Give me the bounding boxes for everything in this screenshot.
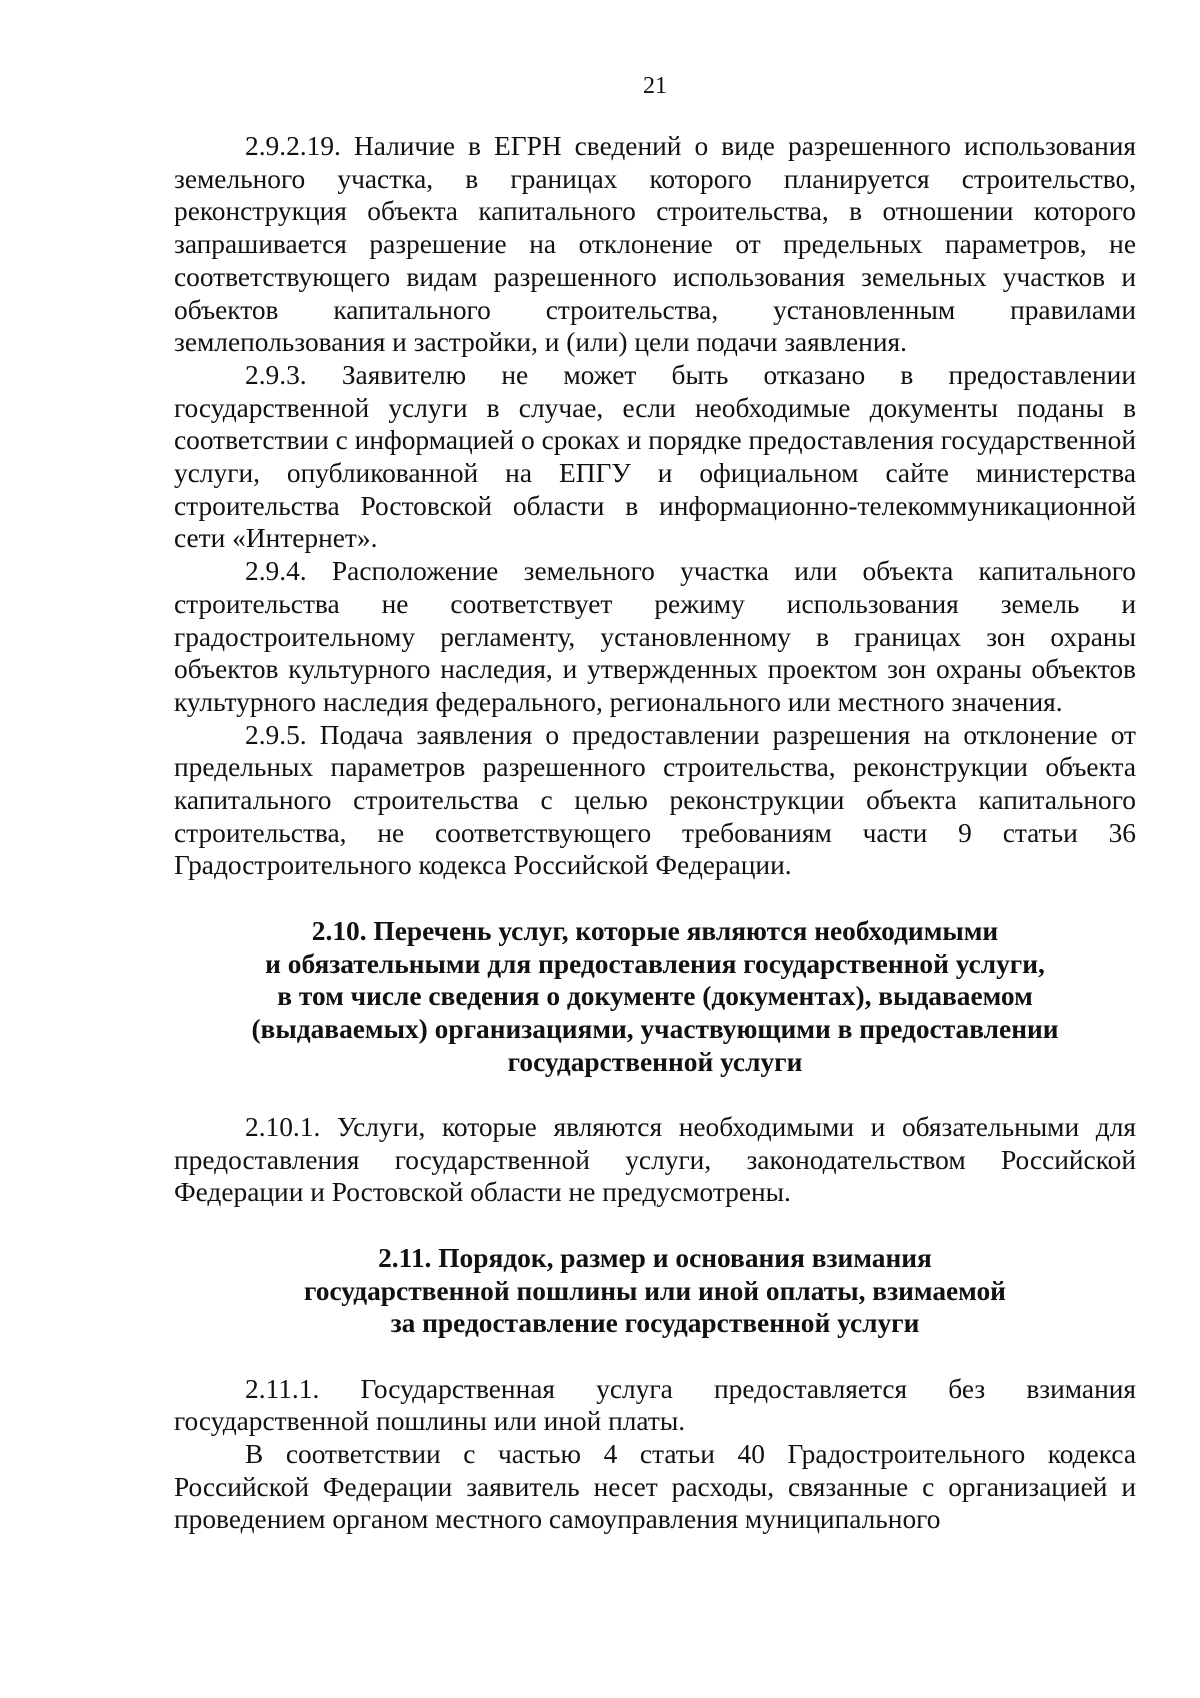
paragraph-2-9-4: 2.9.4. Расположение земельного участка или объекта капитального строительства не соответствует режиму использования земель и градостроительному регламенту, установленному в границах зон охраны объектов культурного наследия, и утвержденных проектом зон охраны объектов культурного наследия федерального, регионального или местного значения. — [174, 556, 1136, 717]
heading-line: государственной пошлины или иной оплаты, взимаемой — [304, 1275, 1006, 1306]
paragraph-2-10-1: 2.10.1. Услуги, которые являются необходимыми и обязательными для предоставления государственной услуги, законодательством Российской Федерации и Ростовской области не предусмотрены. — [174, 1112, 1136, 1208]
spacer — [174, 1340, 1136, 1373]
heading-line: и обязательными для предоставления государственной услуги, — [265, 948, 1045, 979]
paragraph-2-11-1: 2.11.1. Государственная услуга предоставляется без взимания государственной пошлины или иной платы. — [174, 1373, 1136, 1437]
section-heading-2-10 — [174, 915, 1136, 1079]
heading-line: в том числе сведения о документе (документах), выдаваемом — [277, 981, 1033, 1012]
heading-line: 2.11. Порядок, размер и основания взимания — [378, 1242, 932, 1273]
section-heading-2-11 — [174, 1242, 1136, 1340]
paragraph-2-9-2-19: 2.9.2.19. Наличие в ЕГРН сведений о виде разрешенного использования земельного участка, в границах которого планируется строительство, реконструкция объекта капитального строительства, в отношении которого запрашивается разрешение на отклонение от предельных параметров, не соответствующего видам разрешенного использования земельных участков и объектов капитального строительства, установленным правилами землепользования и застройки, и (или) цели подачи заявления. — [174, 131, 1136, 358]
heading-line: (выдаваемых) организациями, участвующими в предоставлении — [251, 1013, 1059, 1044]
heading-line: за предоставление государственной услуги — [390, 1308, 920, 1339]
spacer — [174, 1209, 1136, 1242]
spacer — [174, 1078, 1136, 1111]
heading-line: государственной услуги — [507, 1046, 803, 1077]
page-number: 21 — [643, 73, 667, 99]
spacer — [174, 882, 1136, 915]
paragraph-2-9-3: 2.9.3. Заявителю не может быть отказано в предоставлении государственной услуги в случае, если необходимые документы поданы в соответствии с информацией о сроках и порядке предоставления государственной услуги, опубликованной на ЕПГУ и официальном сайте министерства строительства Ростовской области в информационно-телекоммуникационной сети «Интернет». — [174, 359, 1136, 554]
heading-line: 2.10. Перечень услуг, которые являются необходимыми — [311, 915, 999, 946]
paragraph-2-9-5: 2.9.5. Подача заявления о предоставлении разрешения на отклонение от предельных параметров разрешенного строительства, реконструкции объекта капитального строительства с целью реконструкции объекта капитального строительства, не соответствующего требованиям части 9 статьи 36 Градостроительного кодекса Российской Федерации. — [174, 719, 1136, 881]
paragraph-state-fee-note: В соответствии с частью 4 статьи 40 Градостроительного кодекса Российской Федерации заявитель несет расходы, связанные с организацией и проведением органом местного самоуправления муниципального — [174, 1439, 1136, 1535]
document-body — [174, 130, 1136, 1536]
